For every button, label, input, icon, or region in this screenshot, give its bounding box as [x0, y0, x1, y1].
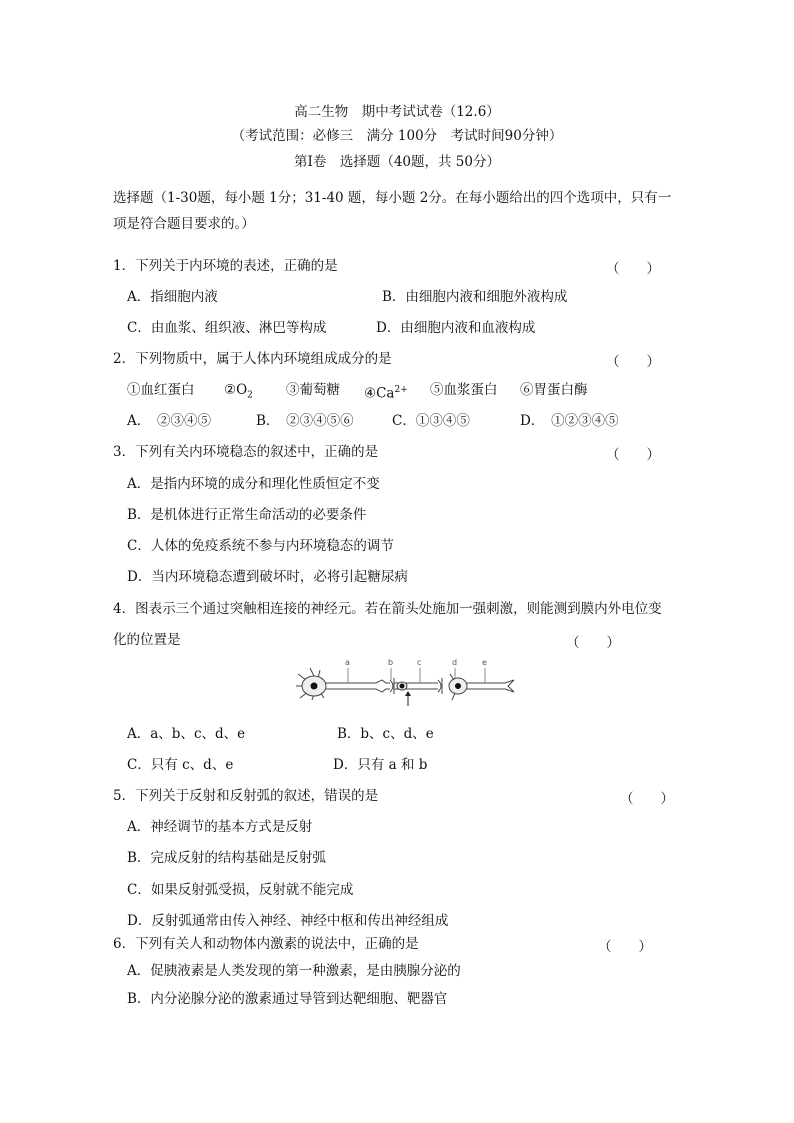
q2-item-2: $②O_2$: [224, 382, 253, 401]
section-title: 第Ⅰ卷 选择题（40题，共 50分）: [294, 154, 500, 170]
q2-answer-blank: （ ）: [606, 354, 660, 370]
q5-option-c: C．如果反射弧受损，反射就不能完成: [127, 882, 354, 898]
q3-option-d: D．当内环境稳态遭到破坏时，必将引起糖尿病: [127, 569, 408, 585]
q1-answer-blank: （ ）: [606, 261, 660, 277]
label-d: d: [452, 658, 458, 667]
instructions-line-1: 选择题（1-30题，每小题 1分；31-40 题，每小题 2分。在每小题给出的四个选项中，只有一: [113, 190, 672, 206]
q5-option-b: B．完成反射的结构基础是反射弧: [127, 850, 326, 866]
q2-item-5: ⑤血浆蛋白: [430, 382, 498, 398]
q2-item-4: $④Ca^{2+}$: [364, 385, 408, 402]
q1-stem: 1．下列关于内环境的表述，正确的是: [113, 258, 338, 274]
q2-option-a: A． ②③④⑤: [127, 413, 211, 429]
q4-option-b: B．b、c、d、e: [337, 726, 434, 742]
label-b: b: [388, 658, 394, 667]
q2-item-1: ①血红蛋白: [127, 382, 195, 398]
q4-answer-blank: （ ）: [566, 635, 620, 651]
q6-answer-blank: （ ）: [598, 939, 652, 955]
q2-item-6: ⑥胃蛋白酶: [520, 382, 588, 398]
label-c: c: [417, 658, 422, 667]
neuron-synapse-diagram: [290, 656, 520, 708]
q5-option-d: D．反射弧通常由传入神经、神经中枢和传出神经组成: [127, 913, 449, 929]
q6-stem: 6．下列有关人和动物体内激素的说法中，正确的是: [113, 936, 419, 952]
q1-option-b: B．由细胞内液和细胞外液构成: [382, 289, 568, 305]
instructions-line-2: 项是符合题目要求的。）: [113, 216, 255, 232]
q2-option-d: D． ①②③④⑤: [520, 413, 619, 429]
q3-answer-blank: （ ）: [606, 447, 660, 463]
q1-option-d: D．由细胞内液和血液构成: [376, 320, 536, 336]
q6-option-a: A．促胰液素是人类发现的第一种激素，是由胰腺分泌的: [127, 963, 461, 979]
stimulus-arrow: [405, 691, 411, 696]
label-e: e: [482, 658, 487, 667]
q2-item-3: ③葡萄糖: [286, 382, 340, 398]
q2-option-b: B． ②③④⑤⑥: [256, 413, 354, 429]
q2-option-c: C．①③④⑤: [392, 413, 470, 429]
q1-option-c: C．由血浆、组织液、淋巴等构成: [127, 320, 327, 336]
q5-option-a: A．神经调节的基本方式是反射: [127, 819, 313, 835]
exam-title: 高二生物 期中考试试卷（12.6）: [294, 104, 500, 120]
label-a: a: [345, 658, 350, 667]
q6-option-b: B．内分泌腺分泌的激素通过导管到达靶细胞、靶器官: [127, 991, 448, 1007]
q3-option-a: A．是指内环境的成分和理化性质恒定不变: [127, 476, 380, 492]
q3-stem: 3．下列有关内环境稳态的叙述中，正确的是: [113, 444, 379, 460]
q4-option-c: C．只有 c、d、e: [127, 757, 234, 773]
q5-answer-blank: （ ）: [620, 791, 674, 807]
q2-stem: 2．下列物质中，属于人体内环境组成成分的是: [113, 351, 392, 367]
q1-option-a: A．指细胞内液: [127, 289, 218, 305]
q4-option-a: A．a、b、c、d、e: [127, 726, 246, 742]
q3-option-c: C．人体的免疫系统不参与内环境稳态的调节: [127, 538, 394, 554]
q3-option-b: B．是机体进行正常生命活动的必要条件: [127, 507, 367, 523]
q5-stem: 5．下列关于反射和反射弧的叙述，错误的是: [113, 788, 379, 804]
q4-option-d: D．只有 a 和 b: [333, 757, 428, 773]
exam-scope: （考试范围：必修三 满分 100分 考试时间90分钟）: [231, 128, 563, 144]
q4-stem-line-1: 4．图表示三个通过突触相连接的神经元。若在箭头处施加一强刺激，则能测到膜内外电位变: [113, 601, 662, 617]
q4-stem-line-2: 化的位置是: [113, 632, 181, 648]
